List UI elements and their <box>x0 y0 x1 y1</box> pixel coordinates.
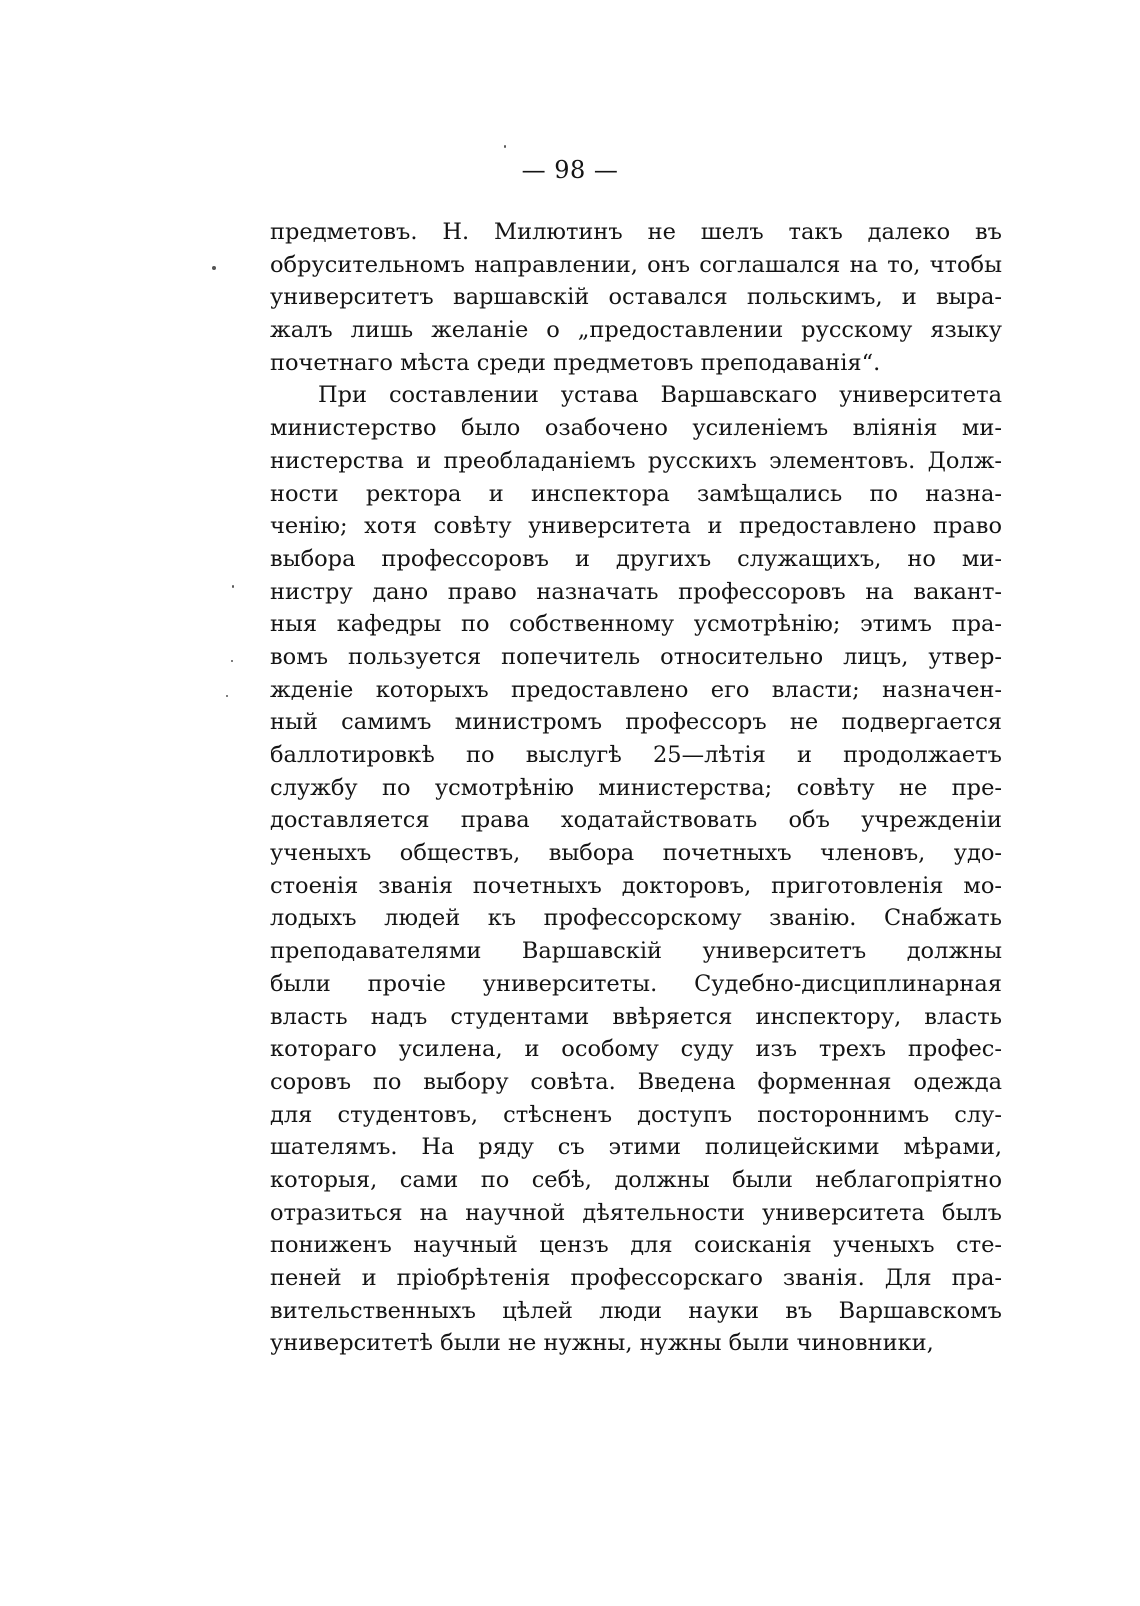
text-line: преподавателями Варшавскій университетъ должны <box>270 938 1002 965</box>
text-line: вомъ пользуется попечитель относительно лицъ, утвер- <box>270 643 1002 670</box>
text-line: ченію; хотя совѣту университета и предоставлено право <box>270 513 1002 540</box>
text-line: были прочіе университеты. Судебно-дисциплинарная <box>270 970 1002 997</box>
text-line: стоенія званія почетныхъ докторовъ, приготовленія мо- <box>270 872 1002 899</box>
text-line: жденіе которыхъ предоставлено его власти; назначен- <box>270 676 1002 703</box>
text-line: котораго усилена, и особому суду изъ трехъ профес- <box>270 1036 1002 1063</box>
text-line: обрусительномъ направлении, онъ соглашался на то, чтобы <box>270 251 1002 278</box>
text-line: предметовъ. Н. Милютинъ не шелъ такъ далеко въ <box>270 219 1002 245</box>
text-line: При составлении устава Варшавскаго университета <box>318 382 1002 409</box>
text-line: шателямъ. На ряду съ этими полицейскими мѣрами, <box>270 1134 1002 1161</box>
text-body <box>270 216 1002 1360</box>
text-line: университетъ варшавскій оставался польскимъ, и выра- <box>270 284 1002 311</box>
text-line: которыя, сами по себѣ, должны были неблагопріятно <box>270 1166 1002 1193</box>
text-line: министерство было озабочено усиленіемъ вліянія ми- <box>270 415 1002 442</box>
text-line: вительственныхъ цѣлей люди науки въ Варшавскомъ <box>270 1297 1002 1324</box>
page-number: — 98 — <box>521 156 619 184</box>
text-line: нистру дано право назначать профессоровъ на вакант- <box>270 578 1002 605</box>
text-line: лодыхъ людей къ профессорскому званію. Снабжать <box>270 905 1002 932</box>
text-line: почетнаго мѣста среди предметовъ преподаванія“. <box>270 349 881 376</box>
paragraph-1 <box>270 216 1002 379</box>
scan-speck <box>232 585 234 588</box>
text-line: университетѣ были не нужны, нужны были чиновники, <box>270 1330 934 1357</box>
text-line: пеней и пріобрѣтенія профессорскаго званія. Для пра- <box>270 1265 1002 1291</box>
text-line: нистерства и преобладаніемъ русскихъ элементовъ. Долж- <box>270 447 1002 474</box>
scan-speck <box>504 145 506 148</box>
text-line: службу по усмотрѣнію министерства; совѣту не пре- <box>270 774 1002 801</box>
text-line: ученыхъ обществъ, выбора почетныхъ членовъ, удо- <box>270 840 1002 867</box>
scan-speck <box>226 695 228 697</box>
text-line: доставляется права ходатайствовать объ учрежденіи <box>270 807 1002 834</box>
text-line: выбора профессоровъ и другихъ служащихъ, но ми- <box>270 545 1002 572</box>
text-line: для студентовъ, стѣсненъ доступъ постороннимъ слу- <box>270 1101 1002 1128</box>
text-line: власть надъ студентами ввѣряется инспектору, власть <box>270 1003 1002 1030</box>
text-line: ный самимъ министромъ профессоръ не подвергается <box>270 709 1002 736</box>
scan-speck <box>212 266 216 270</box>
text-line: баллотировкѣ по выслугѣ 25—лѣтія и продолжаетъ <box>270 742 1002 768</box>
text-line: отразиться на научной дѣятельности университета былъ <box>270 1199 1002 1226</box>
paragraph-2 <box>270 379 1002 1360</box>
scan-speck <box>231 660 233 662</box>
text-line: ныя кафедры по собственному усмотрѣнію; этимъ пра- <box>270 611 1002 638</box>
text-line: жалъ лишь желаніе о „предоставлении русскому языку <box>270 317 1002 344</box>
text-line: пониженъ научный цензъ для соисканія ученыхъ сте- <box>270 1232 1002 1259</box>
text-line: соровъ по выбору совѣта. Введена форменная одежда <box>270 1068 1002 1095</box>
text-line: ности ректора и инспектора замѣщались по назна- <box>270 480 1002 507</box>
